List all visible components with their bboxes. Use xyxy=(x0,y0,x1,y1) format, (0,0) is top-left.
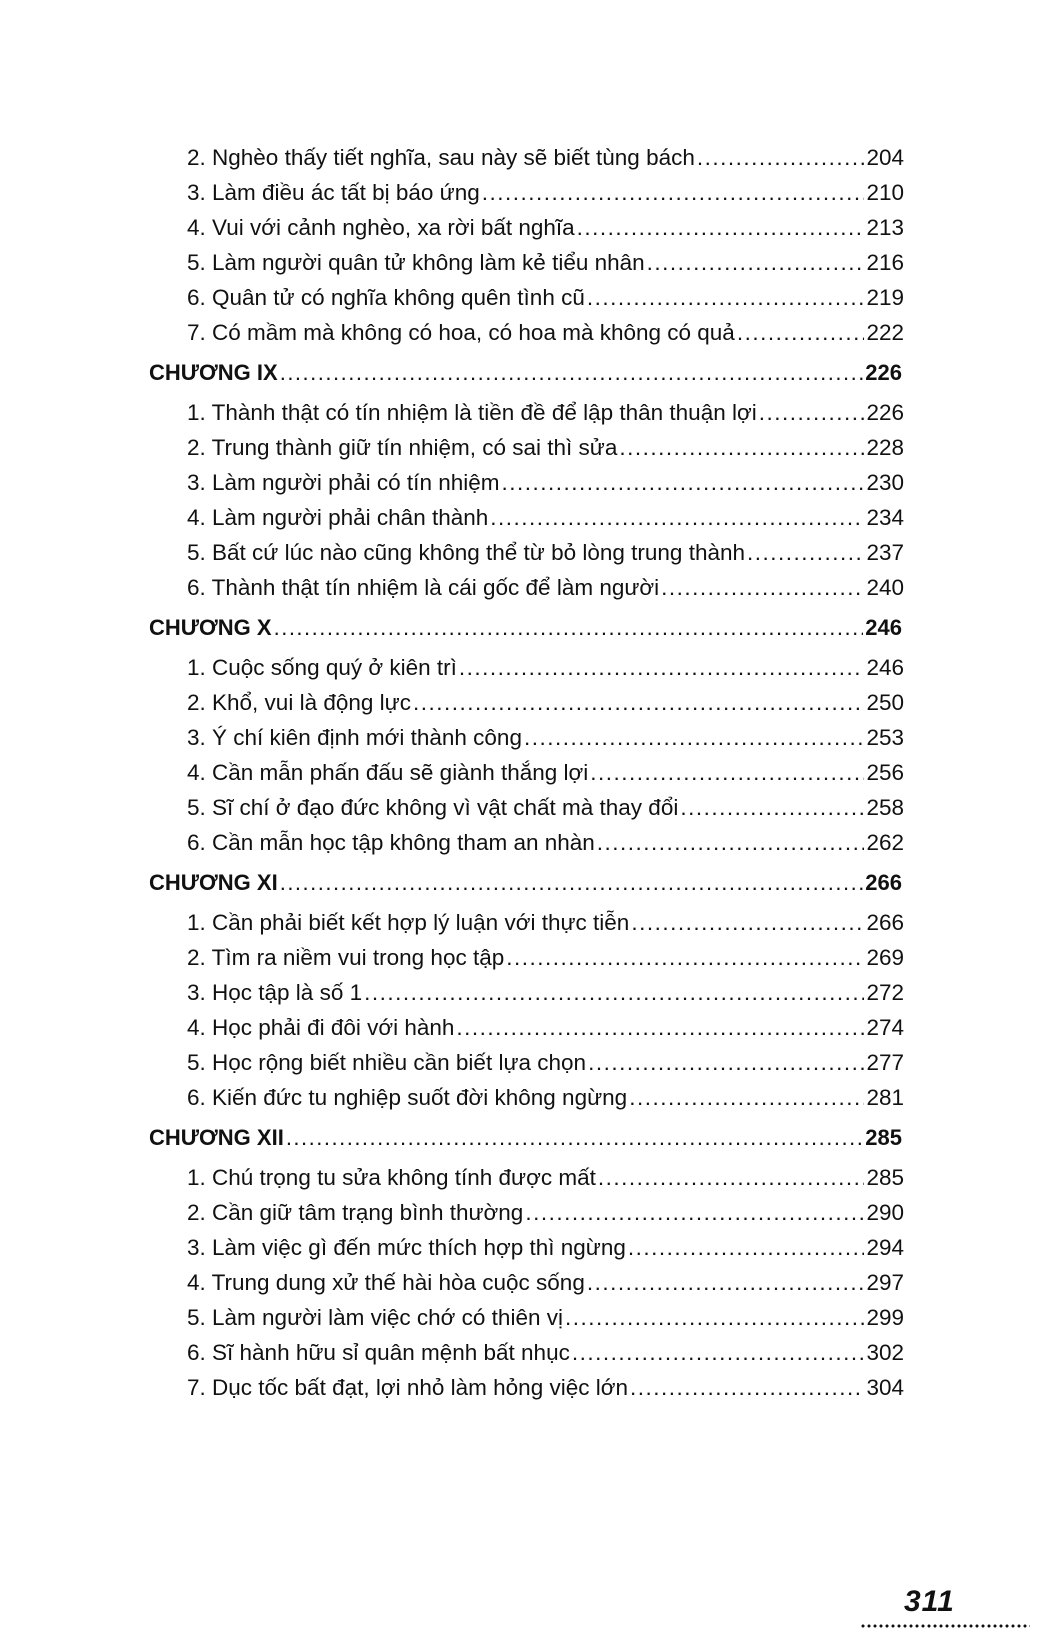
entry-page-number: 246 xyxy=(866,655,904,680)
toc-entry xyxy=(149,825,904,860)
entry-title: 1. Chú trọng tu sửa không tính được mất xyxy=(187,1165,596,1190)
entry-page-number: 204 xyxy=(866,145,904,170)
dot-leader xyxy=(587,1265,865,1300)
entry-page-number: 234 xyxy=(866,505,904,530)
toc-entry xyxy=(149,430,904,465)
entry-page-number: 274 xyxy=(866,1015,904,1040)
entry-title: 2. Trung thành giữ tín nhiệm, có sai thì sửa xyxy=(187,435,618,460)
dot-leader xyxy=(565,1300,864,1335)
entry-page-number: 256 xyxy=(866,760,904,785)
dot-leader xyxy=(456,1010,864,1045)
entry-page-number: 226 xyxy=(865,360,902,385)
toc-entry xyxy=(149,905,904,940)
dot-leader xyxy=(631,905,864,940)
chapter-title: CHƯƠNG XI xyxy=(149,870,278,895)
toc-entry xyxy=(149,975,904,1010)
dot-leader xyxy=(577,210,865,245)
entry-page-number: 237 xyxy=(866,540,904,565)
toc-entry xyxy=(149,500,904,535)
dot-leader xyxy=(280,351,864,394)
dot-leader xyxy=(598,1160,865,1195)
toc-entry xyxy=(149,1335,904,1370)
entry-page-number: 246 xyxy=(865,615,902,640)
toc-entry xyxy=(149,1230,904,1265)
entry-page-number: 285 xyxy=(866,1165,904,1190)
toc-entry xyxy=(149,570,904,605)
dot-leader xyxy=(630,1370,864,1405)
page-footer xyxy=(860,1585,1030,1645)
dot-leader xyxy=(506,940,864,975)
entry-page-number: 258 xyxy=(866,795,904,820)
dot-leader xyxy=(572,1335,865,1370)
toc-entry xyxy=(149,1265,904,1300)
toc-entry xyxy=(149,245,904,280)
entry-title: 3. Học tập là số 1 xyxy=(187,980,363,1005)
toc-entry xyxy=(149,1045,904,1080)
toc-chapter-heading xyxy=(149,1116,904,1159)
dot-leader xyxy=(490,500,864,535)
entry-page-number: 297 xyxy=(866,1270,904,1295)
entry-title: 4. Trung dung xử thế hài hòa cuộc sống xyxy=(187,1270,585,1295)
entry-title: 6. Thành thật tín nhiệm là cái gốc để làm người xyxy=(187,575,660,600)
page-number: 311 xyxy=(904,1585,955,1618)
dot-leader xyxy=(588,1045,864,1080)
entry-page-number: 210 xyxy=(866,180,904,205)
entry-title: 3. Làm điều ác tất bị báo ứng xyxy=(187,180,480,205)
dot-leader xyxy=(759,395,865,430)
toc-entry xyxy=(149,1160,904,1195)
dot-leader xyxy=(286,1116,863,1159)
toc-entry xyxy=(149,1300,904,1335)
dot-leader xyxy=(590,755,864,790)
dot-leader xyxy=(629,1080,864,1115)
dot-leader xyxy=(697,140,865,175)
entry-page-number: 304 xyxy=(866,1375,904,1400)
chapter-title: CHƯƠNG X xyxy=(149,615,272,640)
dot-leader xyxy=(525,1195,864,1230)
entry-title: 2. Tìm ra niềm vui trong học tập xyxy=(187,945,505,970)
dot-leader xyxy=(647,245,865,280)
toc-entry xyxy=(149,685,904,720)
toc-chapter-heading xyxy=(149,606,904,649)
toc-entry xyxy=(149,1010,904,1045)
toc-entry xyxy=(149,140,904,175)
toc-entry xyxy=(149,790,904,825)
entry-page-number: 240 xyxy=(866,575,904,600)
table-of-contents xyxy=(149,140,904,1405)
dot-leader xyxy=(280,861,864,904)
toc-entry xyxy=(149,755,904,790)
entry-title: 2. Cần giữ tâm trạng bình thường xyxy=(187,1200,524,1225)
entry-title: 7. Có mầm mà không có hoa, có hoa mà không có quả xyxy=(187,320,735,345)
entry-page-number: 262 xyxy=(866,830,904,855)
entry-title: 4. Vui với cảnh nghèo, xa rời bất nghĩa xyxy=(187,215,575,240)
chapter-title: CHƯƠNG XII xyxy=(149,1125,284,1150)
dot-leader xyxy=(501,465,864,500)
entry-title: 6. Kiến đức tu nghiệp suốt đời không ngừng xyxy=(187,1085,628,1110)
entry-title: 6. Cần mẫn học tập không tham an nhàn xyxy=(187,830,595,855)
toc-entry xyxy=(149,395,904,430)
entry-title: 4. Cần mẫn phấn đấu sẽ giành thắng lợi xyxy=(187,760,589,785)
entry-title: 3. Ý chí kiên định mới thành công xyxy=(187,725,522,750)
toc-entry xyxy=(149,210,904,245)
entry-page-number: 299 xyxy=(866,1305,904,1330)
entry-title: 4. Học phải đi đôi với hành xyxy=(187,1015,455,1040)
entry-page-number: 302 xyxy=(866,1340,904,1365)
entry-title: 3. Làm việc gì đến mức thích hợp thì ngừng xyxy=(187,1235,626,1260)
dot-leader xyxy=(661,570,864,605)
entry-page-number: 213 xyxy=(866,215,904,240)
entry-title: 5. Học rộng biết nhiều cần biết lựa chọn xyxy=(187,1050,587,1075)
entry-title: 2. Khổ, vui là động lực xyxy=(187,690,411,715)
entry-page-number: 294 xyxy=(866,1235,904,1260)
toc-entry xyxy=(149,720,904,755)
footer-dotted-rule xyxy=(860,1623,1030,1629)
entry-page-number: 253 xyxy=(866,725,904,750)
entry-title: 1. Thành thật có tín nhiệm là tiền đề để lập thân thuận lợi xyxy=(187,400,757,425)
toc-entry xyxy=(149,465,904,500)
toc-entry xyxy=(149,1195,904,1230)
entry-page-number: 266 xyxy=(866,910,904,935)
toc-chapter-heading xyxy=(149,351,904,394)
entry-page-number: 285 xyxy=(865,1125,902,1150)
entry-title: 5. Làm người quân tử không làm kẻ tiểu nhân xyxy=(187,250,645,275)
entry-page-number: 228 xyxy=(866,435,904,460)
dot-leader xyxy=(459,650,865,685)
entry-page-number: 272 xyxy=(866,980,904,1005)
entry-title: 1. Cần phải biết kết hợp lý luận với thực tiễn xyxy=(187,910,630,935)
entry-page-number: 219 xyxy=(866,285,904,310)
dot-leader xyxy=(482,175,865,210)
entry-title: 2. Nghèo thấy tiết nghĩa, sau này sẽ biết tùng bách xyxy=(187,145,695,170)
entry-title: 6. Sĩ hành hữu sỉ quân mệnh bất nhục xyxy=(187,1340,570,1365)
entry-title: 4. Làm người phải chân thành xyxy=(187,505,489,530)
entry-page-number: 266 xyxy=(865,870,902,895)
dot-leader xyxy=(628,1230,865,1265)
entry-title: 5. Làm người làm việc chớ có thiên vị xyxy=(187,1305,563,1330)
entry-title: 3. Làm người phải có tín nhiệm xyxy=(187,470,500,495)
entry-page-number: 277 xyxy=(866,1050,904,1075)
dot-leader xyxy=(413,685,865,720)
toc-entry xyxy=(149,535,904,570)
dot-leader xyxy=(364,975,864,1010)
dot-leader xyxy=(597,825,865,860)
entry-page-number: 216 xyxy=(866,250,904,275)
entry-page-number: 250 xyxy=(866,690,904,715)
dot-leader xyxy=(737,315,865,350)
entry-title: 6. Quân tử có nghĩa không quên tình cũ xyxy=(187,285,585,310)
entry-page-number: 230 xyxy=(866,470,904,495)
entry-title: 1. Cuộc sống quý ở kiên trì xyxy=(187,655,457,680)
entry-page-number: 281 xyxy=(866,1085,904,1110)
toc-entry xyxy=(149,280,904,315)
toc-entry xyxy=(149,1080,904,1115)
entry-title: 5. Sĩ chí ở đạo đức không vì vật chất mà thay đổi xyxy=(187,795,679,820)
entry-title: 5. Bất cứ lúc nào cũng không thể từ bỏ lòng trung thành xyxy=(187,540,746,565)
entry-page-number: 226 xyxy=(866,400,904,425)
dot-leader xyxy=(274,606,864,649)
toc-entry xyxy=(149,315,904,350)
dot-leader xyxy=(747,535,864,570)
toc-entry xyxy=(149,175,904,210)
toc-entry xyxy=(149,1370,904,1405)
chapter-title: CHƯƠNG IX xyxy=(149,360,278,385)
entry-page-number: 269 xyxy=(866,945,904,970)
entry-page-number: 290 xyxy=(866,1200,904,1225)
entry-title: 7. Dục tốc bất đạt, lợi nhỏ làm hỏng việc lớn xyxy=(187,1375,628,1400)
dot-leader xyxy=(619,430,864,465)
dot-leader xyxy=(524,720,865,755)
entry-page-number: 222 xyxy=(866,320,904,345)
toc-entry xyxy=(149,940,904,975)
dot-leader xyxy=(587,280,865,315)
toc-chapter-heading xyxy=(149,861,904,904)
dot-leader xyxy=(680,790,864,825)
toc-entry xyxy=(149,650,904,685)
